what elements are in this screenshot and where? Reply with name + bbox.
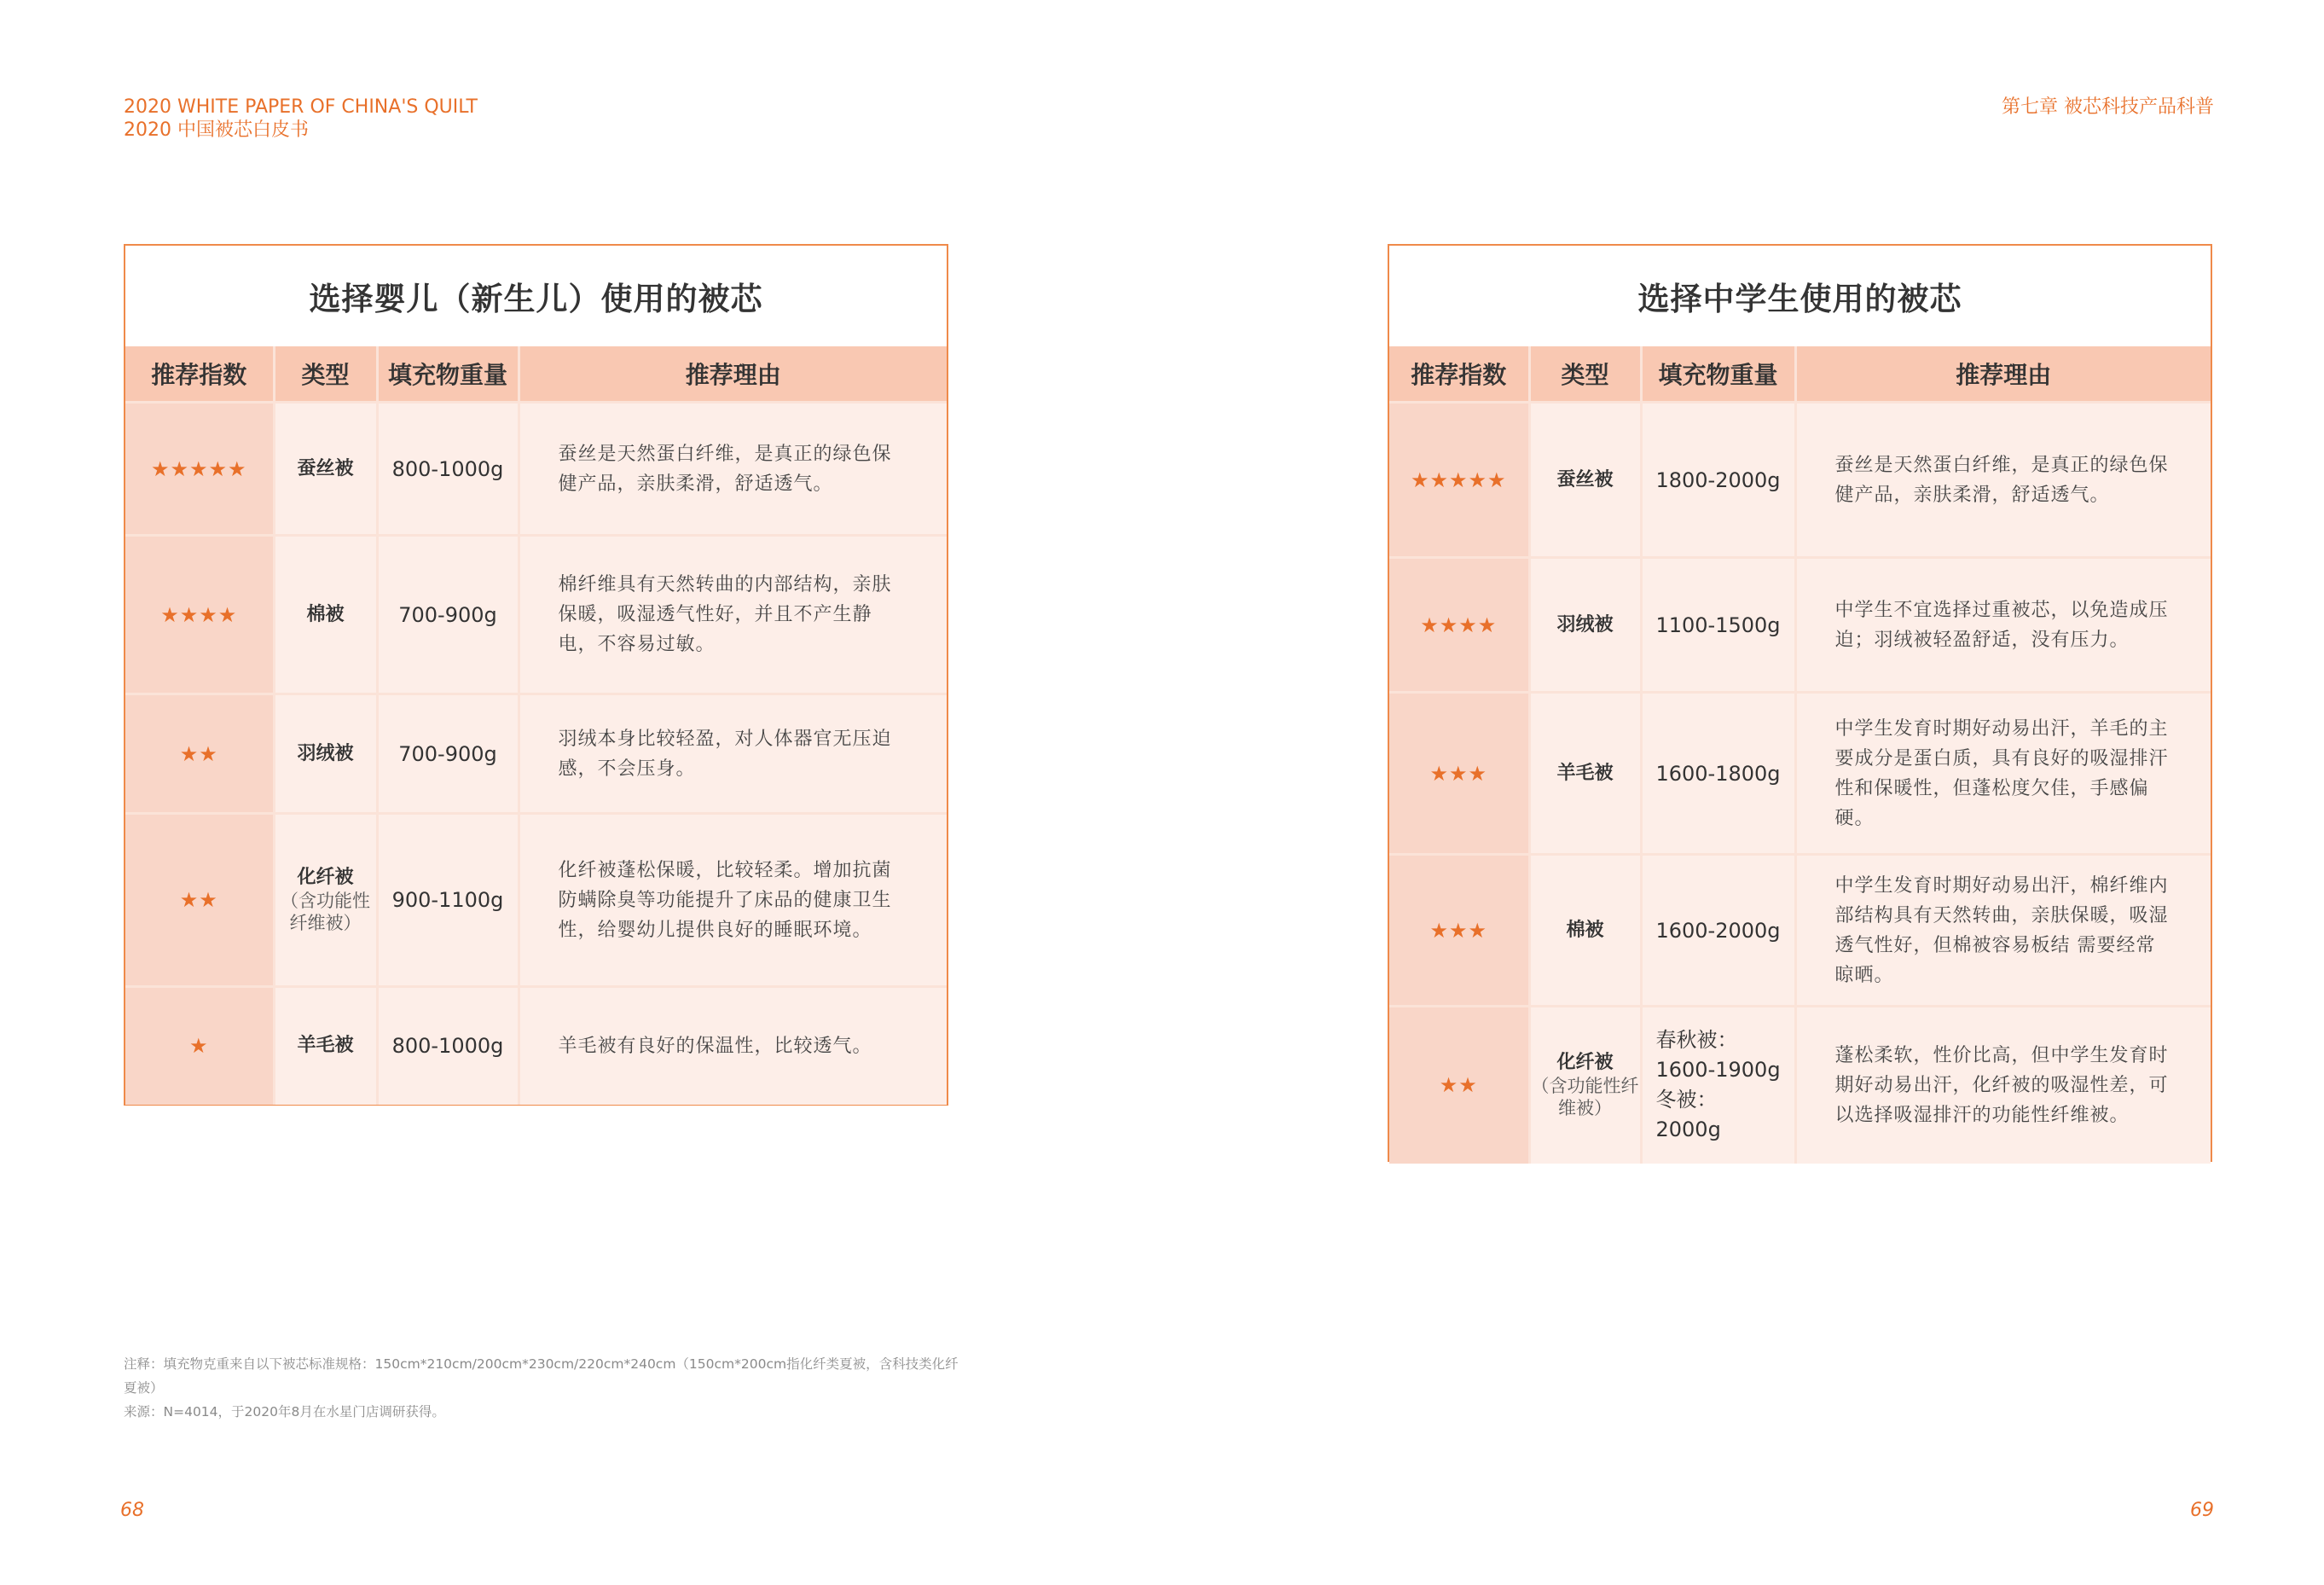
quilt-type: 棉被 bbox=[1529, 855, 1641, 1007]
rating-stars: ★★ bbox=[125, 694, 274, 814]
fill-weight: 1800-2000g bbox=[1641, 403, 1795, 558]
reason-text: 中学生不宜选择过重被芯，以免造成压迫；羽绒被轻盈舒适，没有压力。 bbox=[1795, 558, 2211, 693]
col-reason: 推荐理由 bbox=[1795, 346, 2211, 403]
table-row bbox=[1389, 693, 2211, 855]
table-infant-grid bbox=[125, 346, 947, 1105]
quilt-type bbox=[1529, 1007, 1641, 1164]
fill-weight-line: 1600-1900g bbox=[1655, 1058, 1781, 1083]
fill-weight: 700-900g bbox=[377, 536, 519, 694]
table-row bbox=[1389, 855, 2211, 1007]
reason-text: 化纤被蓬松保暖，比较轻柔。增加抗菌防螨除臭等功能提升了床品的健康卫生性，给婴幼儿提供良好的睡眠环境。 bbox=[519, 814, 947, 987]
table-header-row bbox=[125, 346, 947, 403]
col-reason: 推荐理由 bbox=[519, 346, 947, 403]
fill-weight: 800-1000g bbox=[377, 987, 519, 1105]
fill-weight bbox=[1641, 1007, 1795, 1164]
table-row bbox=[125, 694, 947, 814]
quilt-type-note: （含功能性纤维被） bbox=[1531, 1076, 1639, 1119]
quilt-type-note: （含功能性纤维被） bbox=[281, 891, 370, 933]
reason-text: 中学生发育时期好动易出汗，棉纤维内部结构具有天然转曲，亲肤保暖，吸湿透气性好，但棉被容易板结 需要经常晾晒。 bbox=[1795, 855, 2211, 1007]
quilt-type-name: 化纤被 bbox=[1556, 1052, 1614, 1074]
table-row bbox=[1389, 558, 2211, 693]
quilt-type bbox=[274, 814, 377, 987]
rating-stars: ★★★★★ bbox=[1389, 403, 1529, 558]
fill-weight-line: 冬被： bbox=[1655, 1088, 1718, 1112]
table-row bbox=[125, 814, 947, 987]
quilt-type: 羽绒被 bbox=[274, 694, 377, 814]
quilt-type: 羊毛被 bbox=[274, 987, 377, 1105]
fill-weight-line: 春秋被： bbox=[1655, 1028, 1738, 1053]
fill-weight: 1600-1800g bbox=[1641, 693, 1795, 855]
rating-stars: ★ bbox=[125, 987, 274, 1105]
table-infant bbox=[124, 244, 948, 1106]
quilt-type: 蚕丝被 bbox=[274, 403, 377, 536]
reason-text: 蓬松柔软，性价比高，但中学生发育时期好动易出汗，化纤被的吸湿性差，可以选择吸湿排汗的功能性纤维被。 bbox=[1795, 1007, 2211, 1164]
reason-text: 羽绒本身比较轻盈，对人体器官无压迫感，不会压身。 bbox=[519, 694, 947, 814]
fill-weight: 1600-2000g bbox=[1641, 855, 1795, 1007]
fill-weight: 1100-1500g bbox=[1641, 558, 1795, 693]
fill-weight: 800-1000g bbox=[377, 403, 519, 536]
table-row bbox=[1389, 403, 2211, 558]
reason-text: 蚕丝是天然蛋白纤维，是真正的绿色保健产品，亲肤柔滑，舒适透气。 bbox=[519, 403, 947, 536]
col-rating: 推荐指数 bbox=[1389, 346, 1529, 403]
reason-text: 棉纤维具有天然转曲的内部结构，亲肤保暖，吸湿透气性好，并且不产生静电，不容易过敏。 bbox=[519, 536, 947, 694]
rating-stars: ★★★★ bbox=[1389, 558, 1529, 693]
rating-stars: ★★★ bbox=[1389, 855, 1529, 1007]
header-chapter: 第七章 被芯科技产品科普 bbox=[2002, 96, 2214, 118]
footnotes bbox=[124, 1352, 959, 1424]
table-student bbox=[1388, 244, 2212, 1162]
table-infant-title: 选择婴儿（新生儿）使用的被芯 bbox=[309, 281, 763, 317]
fill-weight: 700-900g bbox=[377, 694, 519, 814]
table-row bbox=[1389, 1007, 2211, 1164]
header-title-en: 2020 WHITE PAPER OF CHINA'S QUILT bbox=[124, 96, 478, 118]
quilt-type: 蚕丝被 bbox=[1529, 403, 1641, 558]
rating-stars: ★★★★ bbox=[125, 536, 274, 694]
page-number-right: 69 bbox=[2190, 1500, 2214, 1521]
col-type: 类型 bbox=[1529, 346, 1641, 403]
fill-weight: 900-1100g bbox=[377, 814, 519, 987]
table-row bbox=[125, 987, 947, 1105]
header-left bbox=[124, 96, 478, 142]
reason-text: 羊毛被有良好的保温性，比较透气。 bbox=[519, 987, 947, 1105]
table-student-grid bbox=[1389, 346, 2211, 1164]
col-rating: 推荐指数 bbox=[125, 346, 274, 403]
table-header-row bbox=[1389, 346, 2211, 403]
quilt-type: 棉被 bbox=[274, 536, 377, 694]
quilt-type-name: 化纤被 bbox=[297, 867, 354, 888]
rating-stars: ★★ bbox=[1389, 1007, 1529, 1164]
header-title-cn: 2020 中国被芯白皮书 bbox=[124, 119, 309, 141]
fill-weight-line: 2000g bbox=[1655, 1118, 1721, 1142]
reason-text: 蚕丝是天然蛋白纤维，是真正的绿色保健产品，亲肤柔滑，舒适透气。 bbox=[1795, 403, 2211, 558]
quilt-type: 羽绒被 bbox=[1529, 558, 1641, 693]
footnote-spec: 注释：填充物克重来自以下被芯标准规格：150cm*210cm/200cm*230cm/220cm*240cm（150cm*200cm指化纤类夏被，含科技类化纤夏被） bbox=[124, 1356, 959, 1396]
table-student-title: 选择中学生使用的被芯 bbox=[1637, 281, 1962, 317]
col-weight: 填充物重量 bbox=[1641, 346, 1795, 403]
table-row bbox=[125, 536, 947, 694]
page-number-left: 68 bbox=[120, 1500, 144, 1521]
rating-stars: ★★ bbox=[125, 814, 274, 987]
reason-text: 中学生发育时期好动易出汗，羊毛的主要成分是蛋白质，具有良好的吸湿排汗性和保暖性，但蓬松度欠佳，手感偏硬。 bbox=[1795, 693, 2211, 855]
col-type: 类型 bbox=[274, 346, 377, 403]
rating-stars: ★★★ bbox=[1389, 693, 1529, 855]
table-row bbox=[125, 403, 947, 536]
col-weight: 填充物重量 bbox=[377, 346, 519, 403]
rating-stars: ★★★★★ bbox=[125, 403, 274, 536]
footnote-source: 来源：N=4014，于2020年8月在水星门店调研获得。 bbox=[124, 1404, 445, 1420]
quilt-type: 羊毛被 bbox=[1529, 693, 1641, 855]
